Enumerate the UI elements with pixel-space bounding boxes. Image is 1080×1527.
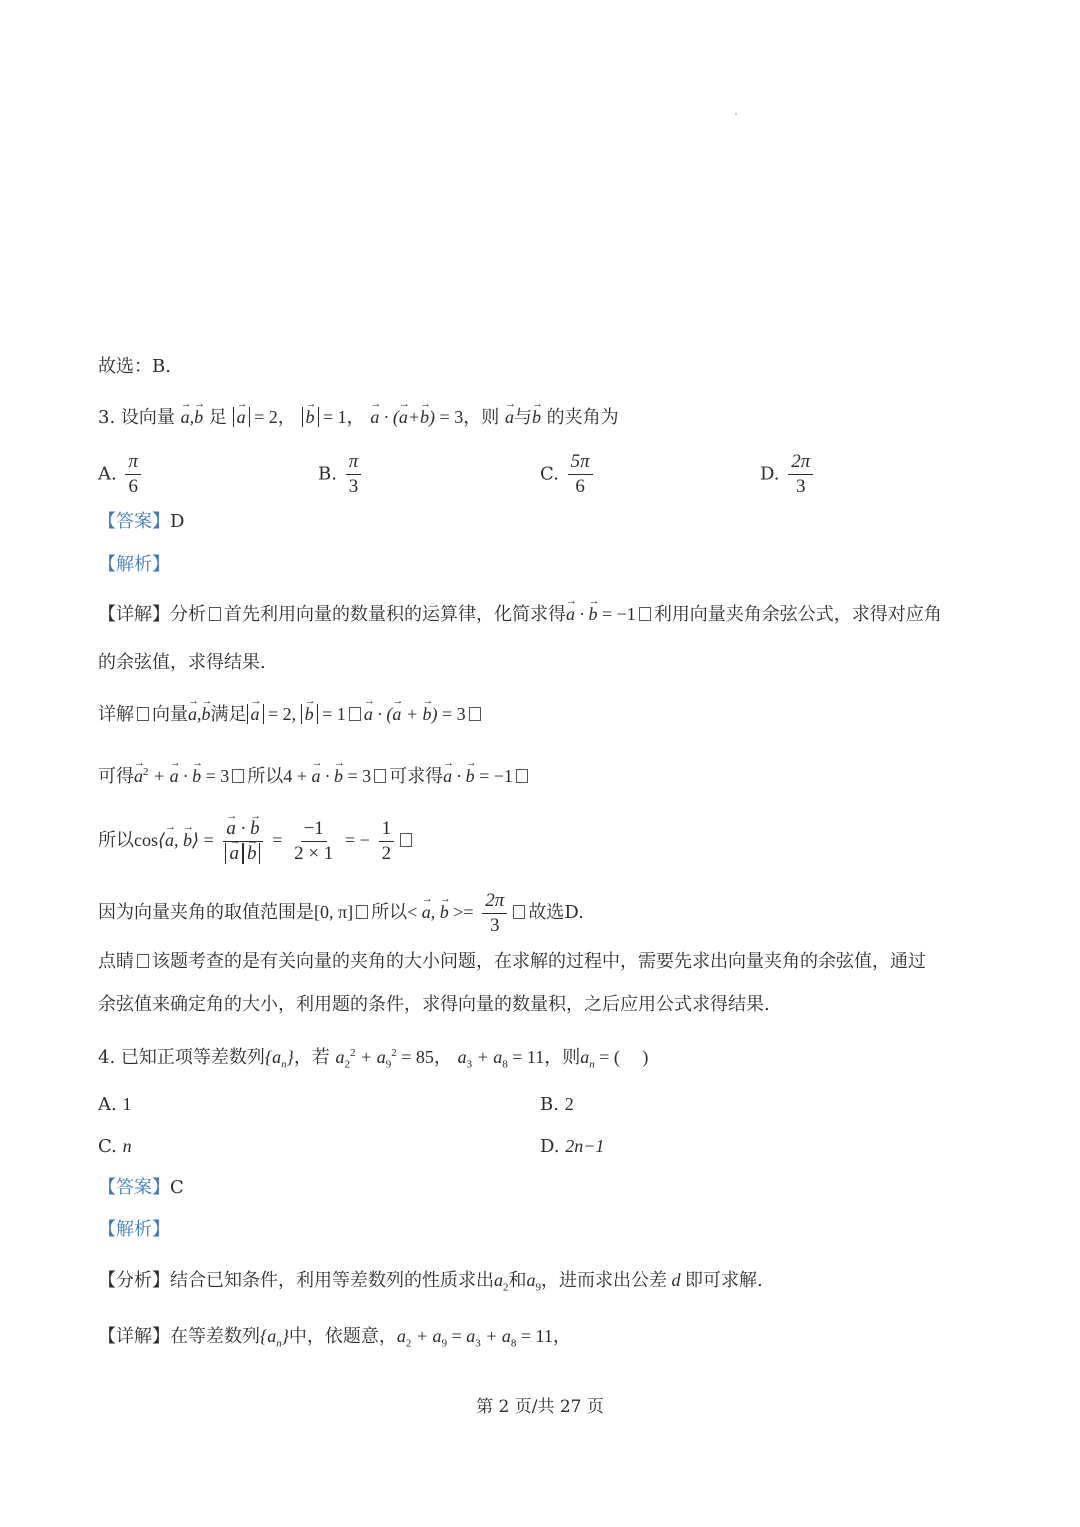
q3-answer: 【答案】D (98, 511, 185, 532)
q3-solution-line1: 详解 向量→ a,→ b满足→ a = 2, → b = 1→ a · (→ a + → b) = 3 (98, 701, 484, 728)
q4-stem: 4. 已知正项等差数列$\{a_n\}$，若 $a_2^2 + a_9^2 = 85$， $a_3 + a_8 = 11$，则$a_n$ = ( ) (98, 1047, 649, 1071)
missing-glyph-icon (232, 769, 244, 783)
q3-option-a[interactable]: A. $\frac{\pi}{6}$ (98, 450, 144, 499)
q4-answer: 【答案】C (98, 1177, 184, 1198)
q3-point-line2: 余弦值来确定角的大小，利用题的条件，求得向量的数量积，之后应用公式求得结果. (98, 994, 770, 1015)
q3-option-c[interactable]: C. $\frac{5\pi}{6}$ (540, 450, 596, 499)
missing-glyph-icon (137, 707, 149, 721)
q4-fenxi-line: 【分析】结合已知条件，利用等差数列的性质求出$a_2$和$a_9$，进而求出公差 d 即可求解. (98, 1270, 763, 1294)
q4-analysis-tag: 【解析】 (98, 1219, 170, 1240)
missing-glyph-icon (374, 769, 386, 783)
missing-glyph-icon (639, 607, 651, 621)
q3-solution-line3: 所以cos⟨→ a, → b⟩ = → a · → b → a→ b = $\frac{-1}{2 \times 1}$ = − $\frac{1}{2}$ (98, 810, 415, 871)
q3-detail-line1: 【详解】分析 首先利用向量的数量积的运算律，化简求得→ a · → b = −1 利用向量夹角余弦公式，求得对应角 (98, 601, 942, 628)
scan-speck (735, 113, 737, 115)
q4-detail-line: 【详解】在等差数列$\{a_n\}$中，依题意，$a_2 + a_9 = a_3 + a_8 = 11$， (98, 1326, 571, 1350)
q4-option-d[interactable]: D. 2n−1 (540, 1136, 605, 1157)
missing-glyph-icon (400, 833, 412, 847)
q3-option-d[interactable]: D. $\frac{2\pi}{3}$ (760, 450, 816, 499)
page-footer: 第 2 页/共 27 页 (476, 1397, 604, 1417)
q3-analysis-tag: 【解析】 (98, 554, 170, 575)
missing-glyph-icon (137, 954, 149, 968)
q3-detail-line2: 的余弦值，求得结果. (98, 652, 266, 673)
q3-solution-line4: 因为向量夹角的取值范围是[0, π] 所以< → a, → b >= $\frac{2\pi}{3}$ 故选D. (98, 884, 584, 941)
missing-glyph-icon (209, 607, 221, 621)
missing-glyph-icon (349, 707, 361, 721)
q3-option-b[interactable]: B. $\frac{\pi}{3}$ (318, 450, 364, 499)
missing-glyph-icon (469, 707, 481, 721)
q4-option-b[interactable]: B. 2 (540, 1094, 574, 1115)
gu-xuan-line: 故选：B. (98, 356, 171, 377)
missing-glyph-icon (356, 905, 368, 919)
missing-glyph-icon (516, 769, 528, 783)
q4-option-a[interactable]: A. 1 (98, 1094, 132, 1115)
q3-solution-line2: 可得→ $a^2$ + → a · → b = 3 所以4 + → a · → b = 3 可求得→ a · → b = −1 (98, 759, 531, 790)
missing-glyph-icon (513, 905, 525, 919)
q3-stem: 3. 设向量 → a,→ b 足 → a = 2， → b = 1， → a · (→ a+→ b) = 3，则 → a与→ b 的夹角为 (98, 404, 619, 431)
q4-option-c[interactable]: C. n (98, 1136, 132, 1157)
q3-point-line1: 点睛 该题考查的是有关向量的夹角的大小问题，在求解的过程中，需要先求出向量夹角的余弦值，通过 (98, 951, 926, 972)
